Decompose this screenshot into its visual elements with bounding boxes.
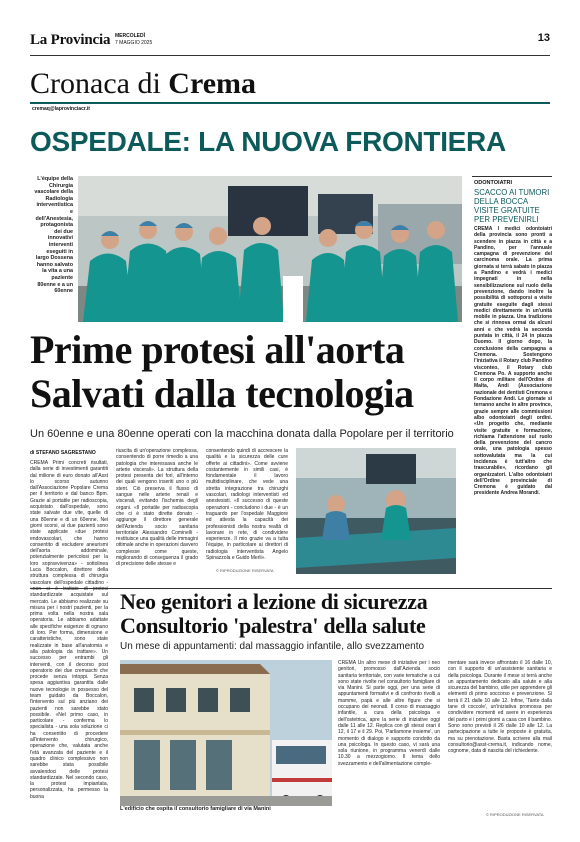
second-headline-line2: Consultorio 'palestra' della salute [120, 613, 426, 638]
operating-room-photo [296, 448, 456, 574]
section-title-bold: Crema [168, 67, 257, 100]
article-column-1: CREMA Primi concreti risultati, dalla serie di investimenti garantiti dal milione di euro donato all'Asst lo scorso autunno dall'Associazione Popolare Crema per il territorio e dal banco Bpm. Grazie al portatile per radioscopia, acquistato dall'ospedale, sono state salvate due vite, quelle di una 80enne e di un 60enne. Nei giorni scorsi, ai due pazienti sono state applicate «due protesi endovascolari, che hanno consentito di escludere aneurismi dell'aorta addominale, potenzialmente pericolosi per la loro sopravvivenza» - sottolinea Luca Boccalon, direttore della struttura complessa di chirurgia vascolare dell'ospedale cittadino - standardizzate acquistate sul mercato. Le abbiamo realizzate su misura per i nostri pazienti, per la prima volta nella nostra sala operatoria. Le abbiamo adattate alle specifiche esigenze di ognuno di loro. Per forma, dimensione e caratteristiche, sono state realizzate in base all'anatomia e alla patologia da trattare». Un successo per entrambi gli interventi, con il decorso post operatorio dei due cremaschi che procede senza intoppi. Senza spesa aggiuntiva garantita dalle nuove tecnologie in possesso del team guidato da Boccalon, l'intervento sul più anziano dei pazienti non sarebbe stato possibile. «Nel primo caso, in particolare - conferma lo specialista - una sola soluzione ci ha consentito di procedere all'intervento chirurgico, operazione che, valutata anche l'età avanzata del paziente e il quadro clinico complessivo non sarebbe stata possibile avvalendoci delle protesi standardizzate. Nel secondo caso, la protesi impiantata, personalizzata, ha permesso la buona [30, 460, 108, 800]
newspaper-logo: La Provincia [30, 32, 111, 48]
photo-caption: L'équipe della Chirurgia vascolare della Radiologia interventistica e dell'Anestesia, protagonista dei due innovativi interventi eseguiti in largo Dossena hanno salvato la vita a una paziente 80enne e a un 60enne [34, 176, 73, 295]
sidebar-kicker: ODONTOIATRI [474, 180, 512, 186]
article-column-2: riuscita di un'operazione complessa, consentendo di porre rimedio a una patologia che interessava anche le arterie viscerali». La struttura della protesi presenta dei fori, all'interno dei quali vengono inseriti uno o più stent. Ciò preserva il flusso di sangue nelle arterie renali e viscerali, evitando l'ischemia degli organi. «Il portatile per radioscopia che ci è stato dirette donato - aggiunge il direttore generale dell'Azienda socio sanitaria territoriale Alessandro Cominelli - restituisce una qualità delle immagini ottimale anche in operazioni davvero complesse come queste, migliorando di conseguenza il grado di precisione delle stesse e [116, 448, 198, 568]
second-subtitle: Un mese di appuntamenti: dal massaggio infantile, allo svezzamento [120, 641, 425, 652]
main-headline-line1: Prime protesi all'aorta [30, 327, 405, 372]
section-email: cremaq@laprovinciacr.it [32, 106, 90, 112]
second-article-copyright: © RIPRODUZIONE RISERVATA [486, 812, 544, 817]
sidebar-rule [472, 176, 552, 177]
second-article-column-1: CREMA Un altro mese di iniziative per i neo genitori, promosso dall'Azienda socio sanitaria territoriale, con varie tematiche a cui sono state rivolte nel consultorio famigliare di via Manini. Si parte oggi, per una serie di appuntamenti formativi e di confronto rivolti a mamme, papà e alle altre figure che si occupano dei neonati. Il corso di massaggio infantile, a cura della psicologa e dell'ostetrica, apre la serie di iniziative oggi dalle 11 alle 12. Replica con gli stessi orari il 12, il 17 e il 29. Poi, 'Parliamone insieme', un momento di dialogo e supporto condotto da una psicologa. In questo caso, vi sarà una sola riunione, in programma venerdì dalle 10.30 a mezzogiorno. Il tema dello svezzamento e dell'alimentazione comple- [338, 660, 440, 767]
article-copyright: © RIPRODUZIONE RISERVATA [216, 568, 274, 573]
sidebar-headline: SCACCO AI TUMORI DELLA BOCCA VISITE GRATUITE PER PREVENIRLI [474, 188, 550, 224]
masthead [30, 30, 550, 54]
masthead-rule [30, 55, 550, 56]
issue-date: 7 MAGGIO 2025 [115, 40, 153, 46]
second-article-column-2: mentare sarà invece affrontato il 16 dalle 10, con il supporto di un'assistente sanitaria e della psicologa. Durante il mese si terrà anche un appuntamento dedicato alla salute e alla sicurezza del bambino, utile per apprendere gli elementi di primo soccorso e prevenzione. Si terrà il 21 dalle 10 alle 12. Infine, 'Tante dalla tane di coccole', un'iniziativa promossa per condividere momenti ed avere in esperienza del parto e i primi giorni a casa con il bambino. Sono sono previsti il 26 dalle 10 alle 12. La partecipazione a tutte le proposte è gratuita, ma su prenotazione. Basta scrivere alla mail consultorio@asst-crema.it, indicando nome, cognome, data di nascita del richiedente. [448, 660, 552, 755]
page-number: 13 [537, 32, 550, 44]
section-title [30, 68, 256, 100]
banner-headline: OSPEDALE: LA NUOVA FRONTIERA [30, 126, 506, 157]
main-headline-line2: Salvati dalla tecnologia [30, 371, 414, 416]
issue-day: MERCOLEDÌ [115, 33, 145, 39]
consultorio-photo-caption: L'edificio che ospita il consultorio famigliare di via Manini [120, 806, 271, 812]
consultorio-building-photo [120, 660, 332, 806]
second-headline-line1: Neo genitori a lezione di sicurezza [120, 589, 428, 614]
section-rule [30, 102, 550, 104]
section-title-plain: Cronaca di [30, 67, 161, 100]
surgical-team-photo [78, 176, 462, 322]
main-subtitle: Un 60enne e una 80enne operati con la macchina donata dalla Popolare per il territorio [30, 428, 454, 440]
article-column-3: consentendo quindi di accrescere la qualità e la sicurezza delle cure offerte ai cittadini». Come avviene costantemente in simili casi, è fondamentale il lavoro multidisciplinare, che vede una stretta integrazione tra chirurghi vascolari, radiologi interventisti ed anestesisti. «Il successo di queste operazioni - concludono i due - è un traguardo per l'ospedale Maggiore ed attesta la capacità dei professionisti della nostra realtà di lavorare in rete, di condividere esperienze. Il mio grazie va a tutta l'équipe, in particolare ai direttori di radiologia interventista Angelo Spinazzola e Guido Merli». [206, 448, 288, 562]
sidebar-body: CREMA I medici odontoiatri della provincia sono pronti a scendere in piazza in città e a Pandino, per l'annuale campagna di prevenzione del carcinoma orale. La prima giornata si terrà sabato in piazza a Pandino e vedrà i medici impegnati in nella sensibilizzazione sul ruolo della prevenzione, dando inoltre la possibilità di sottoporsi a visite gratuite eseguite dagli stessi medici direttamente in un'unità mobile in piazza. Una tradizione che si rinnova ormai da alcuni anni e che vedrà la seconda puntata in città, il 24 in piazza Duomo. Il giorno dopo, la conclusione della campagna a Cremona. Sostengono l'iniziativa il Rotary club Pandino visconteo, il Rotary club Cremona Po. A supporto anche il corpo militare dell'Ordine di Malta, Andi (Associazione nazionale dei dentisti Cremona e Fondazione Andi. Le giornate si terranno anche in altre province, grazie sempre alle commissioni albo odontoiatri degli ordini. «Un progetto che, mediante visite gratuite e formazione, richiama l'attenzione sul ruolo della prevenzione del cancro orale, una patologia spesso sottovalutata ma la cui incidenza è tutt'altro che trascurabile», ricordano gli organizzatori. L'albo odontoiatri dell'Ordine provinciale di Cremona è guidato dal presidente Andrea Morandi. [474, 226, 552, 497]
article-byline: di STEFANO SAGRESTANO [30, 450, 96, 456]
